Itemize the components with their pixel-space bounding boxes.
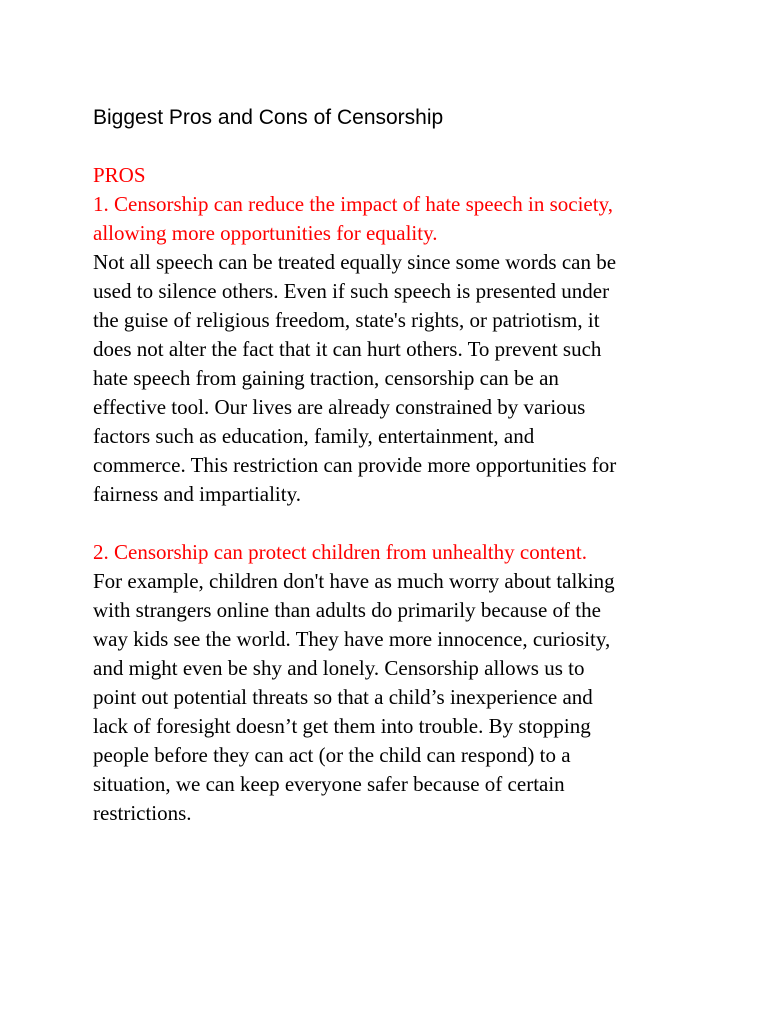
document-body (93, 161, 693, 828)
point-2-body-line: lack of foresight doesn’t get them into trouble. By stopping (93, 714, 591, 738)
point-1-body-line: the guise of religious freedom, state's rights, or patriotism, it (93, 308, 600, 332)
point-1-body-line: Not all speech can be treated equally since some words can be (93, 250, 617, 274)
point-1-heading-line: 1. Censorship can reduce the impact of hate speech in society, (93, 192, 613, 216)
point-2-body-line: with strangers online than adults do primarily because of the (93, 598, 601, 622)
point-2-body-line: way kids see the world. They have more innocence, curiosity, (93, 627, 611, 651)
document-title: Biggest Pros and Cons of Censorship (93, 106, 444, 129)
point-1-body-line: commerce. This restriction can provide more opportunities for (93, 453, 617, 477)
point-1-body-line: effective tool. Our lives are already constrained by various (93, 395, 586, 419)
point-1-body-line: used to silence others. Even if such speech is presented under (93, 279, 610, 303)
point-1-body-line: fairness and impartiality. (93, 482, 301, 506)
point-2-body-line: people before they can act (or the child can respond) to a (93, 743, 571, 767)
point-2-body-line: and might even be shy and lonely. Censorship allows us to (93, 656, 585, 680)
point-2-heading-line: 2. Censorship can protect children from unhealthy content. (93, 540, 587, 564)
paragraph-spacer (93, 509, 693, 538)
point-1-body-line: factors such as education, family, entertainment, and (93, 424, 535, 448)
point-2-body-line: situation, we can keep everyone safer because of certain (93, 772, 565, 796)
point-1-body-line: hate speech from gaining traction, censorship can be an (93, 366, 559, 390)
point-1-heading-line: allowing more opportunities for equality. (93, 221, 438, 245)
point-2-body-line: For example, children don't have as much worry about talking (93, 569, 615, 593)
point-2-body-line: restrictions. (93, 801, 192, 825)
point-2-body-line: point out potential threats so that a child’s inexperience and (93, 685, 593, 709)
point-1-body-line: does not alter the fact that it can hurt others. To prevent such (93, 337, 602, 361)
section-heading-pros: PROS (93, 163, 146, 187)
